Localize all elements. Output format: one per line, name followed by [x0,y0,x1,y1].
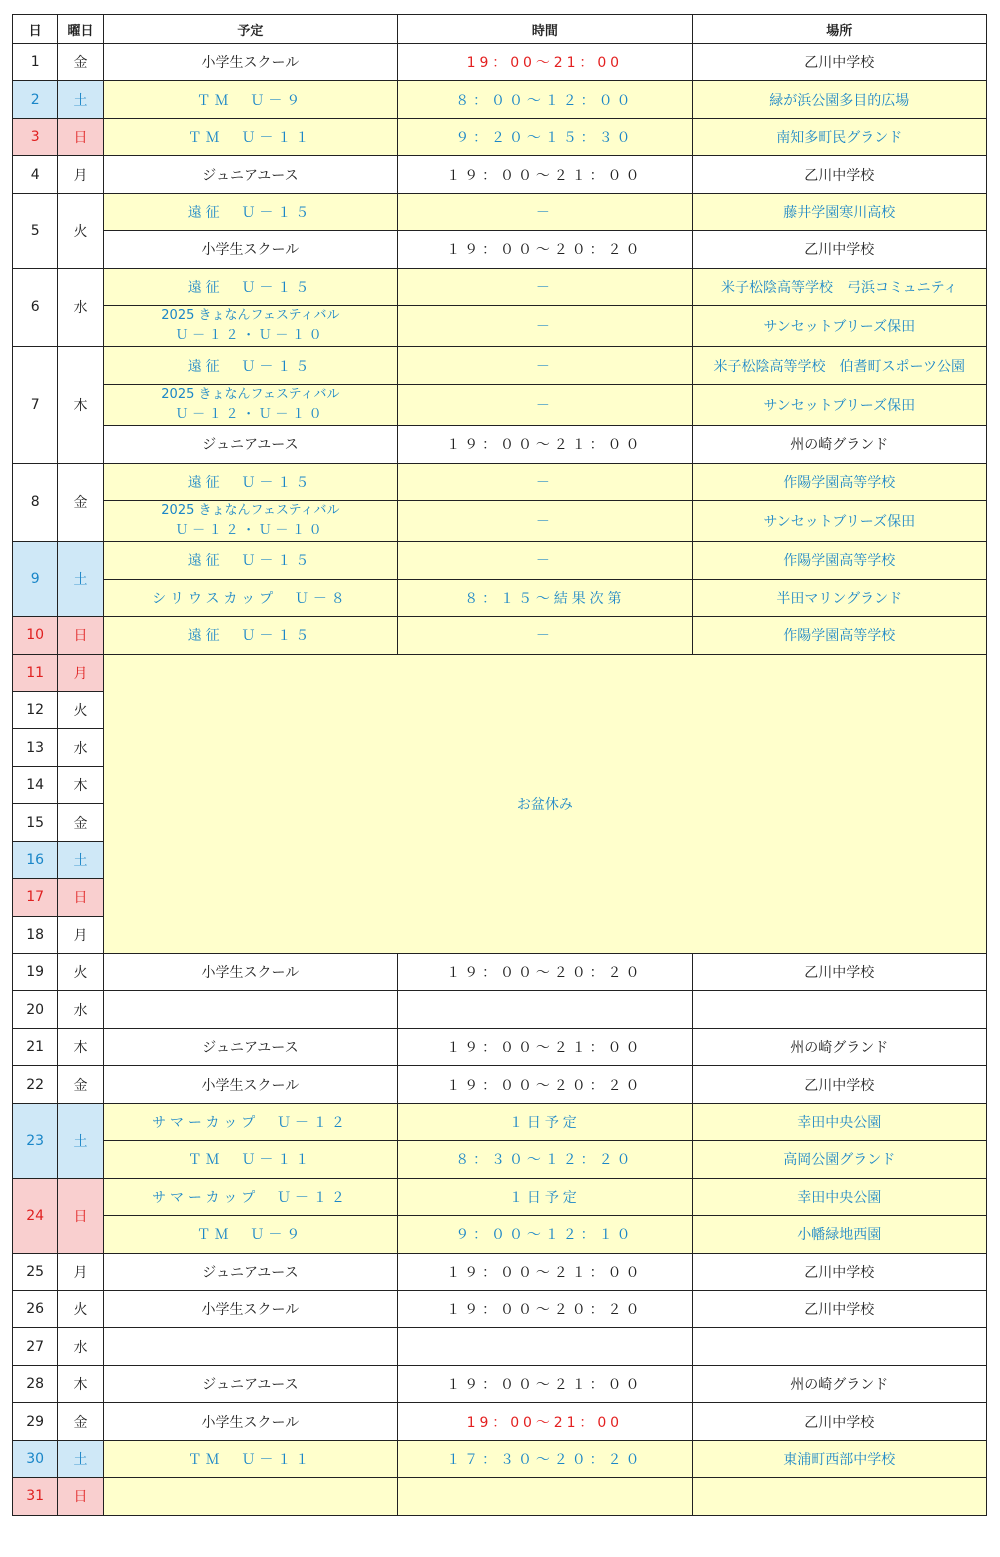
day-cell: 28 [13,1365,58,1402]
day-cell: 21 [13,1028,58,1065]
event-cell: 遠征 Ｕ－１５ [103,347,397,384]
day-cell: 19 [13,954,58,991]
place-cell [692,1478,986,1515]
day-of-week-cell: 土 [58,1103,103,1178]
place-cell: 作陽学園高等学校 [692,617,986,654]
event-cell: 遠征 Ｕ－１５ [103,542,397,579]
place-cell: 乙川中学校 [692,44,986,81]
place-cell: 乙川中学校 [692,1290,986,1327]
header-event: 予定 [103,15,397,44]
day-of-week-cell: 土 [58,1440,103,1477]
day-cell: 29 [13,1403,58,1440]
day-of-week-cell: 金 [58,463,103,542]
table-row [13,1178,987,1215]
event-cell: ＴＭ Ｕ－１１ [103,1141,397,1178]
place-cell: 乙川中学校 [692,954,986,991]
time-cell: － [398,193,692,230]
table-row [13,954,987,991]
place-cell: 乙川中学校 [692,231,986,268]
place-cell: 州の崎グランド [692,1028,986,1065]
day-cell: 2 [13,81,58,118]
day-cell: 6 [13,268,58,347]
time-cell: １７：３０～２０：２０ [398,1440,692,1477]
day-cell: 1 [13,44,58,81]
day-of-week-cell: 日 [58,879,103,916]
time-cell: － [398,268,692,305]
place-cell: 藤井学園寒川高校 [692,193,986,230]
day-of-week-cell: 日 [58,1478,103,1515]
event-cell: 小学生スクール [103,1290,397,1327]
day-of-week-cell: 水 [58,1328,103,1365]
table-row [13,1103,987,1140]
header-place: 場所 [692,15,986,44]
event-cell: ジュニアユース [103,1028,397,1065]
place-cell: 幸田中央公園 [692,1103,986,1140]
table-row [13,384,987,425]
header-day: 日 [13,15,58,44]
event-cell: ジュニアユース [103,426,397,463]
time-cell: － [398,306,692,347]
event-category: Ｕ－１２・Ｕ－１０ [175,406,326,422]
time-cell: － [398,384,692,425]
schedule-container [12,14,987,1516]
table-row [13,617,987,654]
place-cell: サンセットブリーズ保田 [692,500,986,541]
day-of-week-cell: 土 [58,81,103,118]
time-cell: １９：００～２１：００ [398,426,692,463]
place-cell: 南知多町民グランド [692,118,986,155]
event-cell: ジュニアユース [103,156,397,193]
event-cell: 小学生スクール [103,954,397,991]
table-row [13,231,987,268]
place-cell: 米子松陰高等学校 伯耆町スポーツ公園 [692,347,986,384]
place-cell: 東浦町西部中学校 [692,1440,986,1477]
time-cell [398,1478,692,1515]
event-cell: シリウスカップ Ｕ－８ [103,579,397,616]
table-row [13,500,987,541]
event-cell: ジュニアユース [103,1365,397,1402]
time-cell: ８：１５～結果次第 [398,579,692,616]
header-row [13,15,987,44]
table-row [13,193,987,230]
place-cell: 作陽学園高等学校 [692,542,986,579]
table-row [13,1066,987,1103]
table-row [13,1365,987,1402]
time-cell: １９：００～２１：００ [398,156,692,193]
day-of-week-cell: 土 [58,542,103,617]
time-cell: ９：２０～１５：３０ [398,118,692,155]
day-cell: 30 [13,1440,58,1477]
day-of-week-cell: 木 [58,766,103,803]
day-cell: 9 [13,542,58,617]
table-row [13,1440,987,1477]
event-cell: 小学生スクール [103,231,397,268]
schedule-body [13,44,987,1516]
day-of-week-cell: 月 [58,654,103,691]
day-cell: 11 [13,654,58,691]
day-of-week-cell: 火 [58,193,103,268]
day-of-week-cell: 月 [58,916,103,953]
place-cell: 幸田中央公園 [692,1178,986,1215]
table-row [13,1290,987,1327]
place-cell [692,1328,986,1365]
place-cell: 乙川中学校 [692,1253,986,1290]
time-cell: １９：００～２１：００ [398,1253,692,1290]
day-cell: 4 [13,156,58,193]
event-name: 2025 きょなんフェスティバル [161,308,340,324]
event-cell [103,1478,397,1515]
day-of-week-cell: 金 [58,804,103,841]
place-cell: 作陽学園高等学校 [692,463,986,500]
place-cell: 州の崎グランド [692,1365,986,1402]
table-row [13,1028,987,1065]
day-cell: 18 [13,916,58,953]
day-cell: 3 [13,118,58,155]
header-time: 時間 [398,15,692,44]
day-of-week-cell: 金 [58,44,103,81]
place-cell: 高岡公園グランド [692,1141,986,1178]
time-cell [398,991,692,1028]
day-of-week-cell: 水 [58,991,103,1028]
event-category: Ｕ－１２・Ｕ－１０ [175,328,326,344]
place-cell: 半田マリングランド [692,579,986,616]
time-cell: ９：００～１２：１０ [398,1216,692,1253]
place-cell [692,991,986,1028]
event-cell [103,500,397,541]
event-cell: サマーカップ Ｕ－１２ [103,1103,397,1140]
time-cell: ８：００～１２：００ [398,81,692,118]
time-cell: １９：００～２１：００ [398,1365,692,1402]
day-of-week-cell: 金 [58,1066,103,1103]
table-row [13,1478,987,1515]
table-row [13,44,987,81]
event-cell [103,306,397,347]
table-row [13,81,987,118]
time-cell [398,1328,692,1365]
time-cell: １９：００～２０：２０ [398,954,692,991]
day-cell: 8 [13,463,58,542]
time-cell: ８：３０～１２：２０ [398,1141,692,1178]
event-name: 2025 きょなんフェスティバル [161,502,340,518]
table-row [13,118,987,155]
event-cell: ＴＭ Ｕ－９ [103,81,397,118]
day-cell: 16 [13,841,58,878]
place-cell: サンセットブリーズ保田 [692,384,986,425]
schedule-table [12,14,987,1516]
event-cell: ＴＭ Ｕ－９ [103,1216,397,1253]
table-row [13,268,987,305]
event-name: 2025 きょなんフェスティバル [161,386,340,402]
place-cell: 緑が浜公園多目的広場 [692,81,986,118]
table-row [13,1328,987,1365]
table-row [13,1141,987,1178]
event-cell: 小学生スクール [103,44,397,81]
table-row [13,579,987,616]
time-cell: １９：００～２０：２０ [398,1290,692,1327]
day-of-week-cell: 火 [58,1290,103,1327]
table-row [13,347,987,384]
event-cell: 遠征 Ｕ－１５ [103,463,397,500]
table-row [13,654,987,691]
day-of-week-cell: 金 [58,1403,103,1440]
day-of-week-cell: 木 [58,1365,103,1402]
time-cell: １９：００～２０：２０ [398,231,692,268]
event-cell [103,1328,397,1365]
table-row [13,426,987,463]
time-cell: １日予定 [398,1103,692,1140]
day-of-week-cell: 火 [58,954,103,991]
day-of-week-cell: 水 [58,268,103,347]
event-cell: ＴＭ Ｕ－１１ [103,1440,397,1477]
day-cell: 26 [13,1290,58,1327]
day-cell: 5 [13,193,58,268]
table-row [13,156,987,193]
day-of-week-cell: 土 [58,841,103,878]
day-of-week-cell: 月 [58,156,103,193]
time-cell: １日予定 [398,1178,692,1215]
event-category: Ｕ－１２・Ｕ－１０ [175,523,326,539]
header-day-of-week: 曜日 [58,15,103,44]
place-cell: 州の崎グランド [692,426,986,463]
time-cell: 19：00～21：00 [398,1403,692,1440]
day-of-week-cell: 水 [58,729,103,766]
table-row [13,306,987,347]
day-cell: 20 [13,991,58,1028]
place-cell: 乙川中学校 [692,1403,986,1440]
place-cell: 小幡緑地西園 [692,1216,986,1253]
day-of-week-cell: 日 [58,118,103,155]
table-row [13,542,987,579]
time-cell: － [398,617,692,654]
day-cell: 10 [13,617,58,654]
event-cell [103,991,397,1028]
time-cell: － [398,463,692,500]
day-cell: 25 [13,1253,58,1290]
day-of-week-cell: 日 [58,617,103,654]
day-cell: 27 [13,1328,58,1365]
day-cell: 22 [13,1066,58,1103]
table-row [13,463,987,500]
time-cell: １９：００～２１：００ [398,1028,692,1065]
place-cell: 乙川中学校 [692,1066,986,1103]
day-of-week-cell: 月 [58,1253,103,1290]
time-cell: 19：00～21：00 [398,44,692,81]
event-cell: ジュニアユース [103,1253,397,1290]
event-cell: 小学生スクール [103,1403,397,1440]
day-cell: 15 [13,804,58,841]
time-cell: － [398,542,692,579]
event-cell [103,384,397,425]
day-cell: 7 [13,347,58,463]
table-row [13,1403,987,1440]
day-cell: 23 [13,1103,58,1178]
event-cell: 遠征 Ｕ－１５ [103,268,397,305]
day-cell: 17 [13,879,58,916]
day-cell: 13 [13,729,58,766]
day-of-week-cell: 木 [58,1028,103,1065]
day-cell: 31 [13,1478,58,1515]
day-cell: 12 [13,691,58,728]
time-cell: － [398,500,692,541]
event-cell: 遠征 Ｕ－１５ [103,617,397,654]
day-of-week-cell: 日 [58,1178,103,1253]
table-row [13,1253,987,1290]
place-cell: サンセットブリーズ保田 [692,306,986,347]
day-of-week-cell: 火 [58,691,103,728]
table-row [13,1216,987,1253]
place-cell: 米子松陰高等学校 弓浜コミュニティ [692,268,986,305]
day-cell: 24 [13,1178,58,1253]
time-cell: １９：００～２０：２０ [398,1066,692,1103]
event-cell: 小学生スクール [103,1066,397,1103]
time-cell: － [398,347,692,384]
event-cell: ＴＭ Ｕ－１１ [103,118,397,155]
day-of-week-cell: 木 [58,347,103,463]
event-cell: サマーカップ Ｕ－１２ [103,1178,397,1215]
obon-holiday-cell: お盆休み [103,654,986,954]
day-cell: 14 [13,766,58,803]
event-cell: 遠征 Ｕ－１５ [103,193,397,230]
table-row [13,991,987,1028]
place-cell: 乙川中学校 [692,156,986,193]
